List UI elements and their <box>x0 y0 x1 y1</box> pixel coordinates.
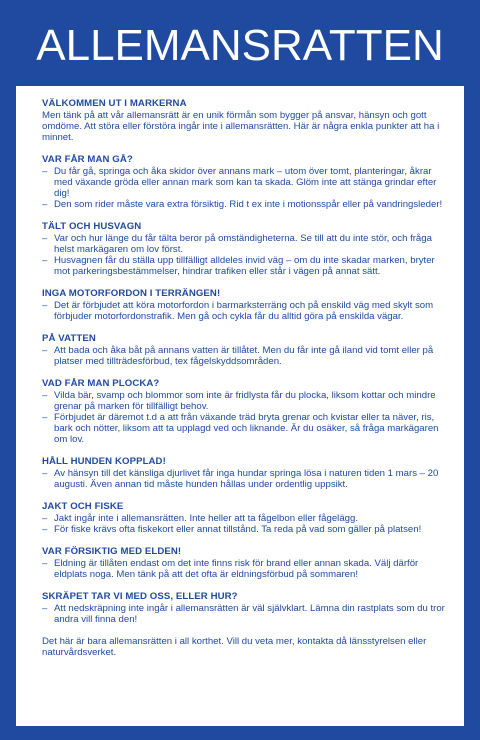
sign-title: ALLEMANSRATTEN <box>36 21 444 70</box>
rule-item: – Jakt ingår inte i allemansrätten. Inte heller att ta fågelbon eller fågelägg. <box>42 513 450 524</box>
section-inga-motorfordon <box>42 288 450 322</box>
rule-item: – Att bada och åka båt på annans vatten är tillåtet. Men du får inte gå iland vid tomt eller på platser med tillträdesförbud, tex fågelskyddsområden. <box>42 345 450 367</box>
rule-list <box>42 513 450 535</box>
rule-item: – Av hänsyn till det känsliga djurlivet får inga hundar springa lösa i naturen tiden 1 mars – 20 augusti. Även annan tid måste hunden hållas under ordentlig uppsikt. <box>42 468 450 490</box>
rule-list <box>42 233 450 277</box>
section-var-far-man-ga <box>42 154 450 210</box>
section-talt-och-husvagn <box>42 221 450 277</box>
rule-list <box>42 345 450 367</box>
rule-item: – Var och hur länge du får tälta beror på omständigheterna. Se till att du inte stör, och fråga helst markägaren om lov först. <box>42 233 450 255</box>
rule-list <box>42 603 450 625</box>
section-skrapet <box>42 591 450 625</box>
intro-section <box>42 98 450 143</box>
rule-item: – Förbjudet är däremot t.d a att från växande träd bryta grenar och kvistar eller ta näver, ris, bark och nötter, liksom att ta upplagd ved och liknande. Är du osäker, så fråga markägaren om lov. <box>42 412 450 445</box>
content-panel <box>16 86 464 726</box>
section-heading: VAR FÖRSIKTIG MED ELDEN! <box>42 546 182 557</box>
section-var-forsiktig-med-elden <box>42 546 450 580</box>
section-heading: VAD FÅR MAN PLOCKA? <box>42 378 160 389</box>
intro-text: Men tänk på att vår allemansrätt är en unik förmån som bygger på ansvar, hänsyn och gott omdöme. Att störa eller förstöra ingår inte i allemansrätten. Här är några enkla punkter att ha i minnet. <box>42 110 440 143</box>
section-pa-vatten <box>42 333 450 367</box>
rule-item: – Den som rider måste vara extra försiktig. Rid t ex inte i motionsspår eller på vandringsleder! <box>42 199 450 210</box>
rule-list <box>42 468 450 490</box>
section-heading: HÅLL HUNDEN KOPPLAD! <box>42 456 166 467</box>
section-vad-far-man-plocka <box>42 378 450 445</box>
rule-item: – Vilda bär, svamp och blommor som inte är fridlysta får du plocka, liksom kottar och mindre grenar på marken för tillfälligt behov. <box>42 390 450 412</box>
section-heading: JAKT OCH FISKE <box>42 501 124 512</box>
section-jakt-och-fiske <box>42 501 450 535</box>
section-heading: VÄLKOMMEN UT I MARKERNA <box>42 98 187 109</box>
section-heading: PÅ VATTEN <box>42 333 96 344</box>
section-hall-hunden-kopplad <box>42 456 450 490</box>
closing-text: Det här är bara allemansrätten i all korthet. Vill du veta mer, kontakta då länsstyrelsen eller naturvårdsverket. <box>42 636 427 658</box>
section-heading: SKRÄPET TAR VI MED OSS, ELLER HUR? <box>42 591 238 602</box>
section-heading: VAR FÅR MAN GÅ? <box>42 154 133 165</box>
rule-item: – Det är förbjudet att köra motorfordon i barmarksterräng och på enskild väg med skylt som förbjuder motorfordonstrafik. Men gå och cykla får du alltid göra på enskilda vägar. <box>42 300 450 322</box>
rule-list <box>42 300 450 322</box>
rule-list <box>42 166 450 210</box>
section-heading: INGA MOTORFORDON I TERRÄNGEN! <box>42 288 221 299</box>
rule-item: – Eldning är tillåten endast om det inte finns risk för brand eller annan skada. Välj därför eldplats noga. Men tänk på att det ofta är eldningsförbud på sommaren! <box>42 558 450 580</box>
rule-list <box>42 558 450 580</box>
section-heading: TÄLT OCH HUSVAGN <box>42 221 142 232</box>
rule-item: – Att nedskräpning inte ingår i allemansrätten är väl självklart. Lämna din rastplats som du tror andra vill finna den! <box>42 603 450 625</box>
rule-list <box>42 390 450 445</box>
rule-item: – För fiske krävs ofta fiskekort eller annat tillstånd. Ta reda på vad som gäller på platsen! <box>42 524 450 535</box>
rule-item: – Du får gå, springa och åka skidor över annans mark – utom över tomt, planteringar, åkrar med växande gröda eller annan mark som kan ta skada. Glöm inte att stänga grindar efter dig! <box>42 166 450 199</box>
rule-item: – Husvagnen får du ställa upp tillfälligt alldeles invid väg – om du inte skadar marken, bryter mot parkeringsbestämmelser, hindrar trafiken eller står i vägen på annat sätt. <box>42 255 450 277</box>
